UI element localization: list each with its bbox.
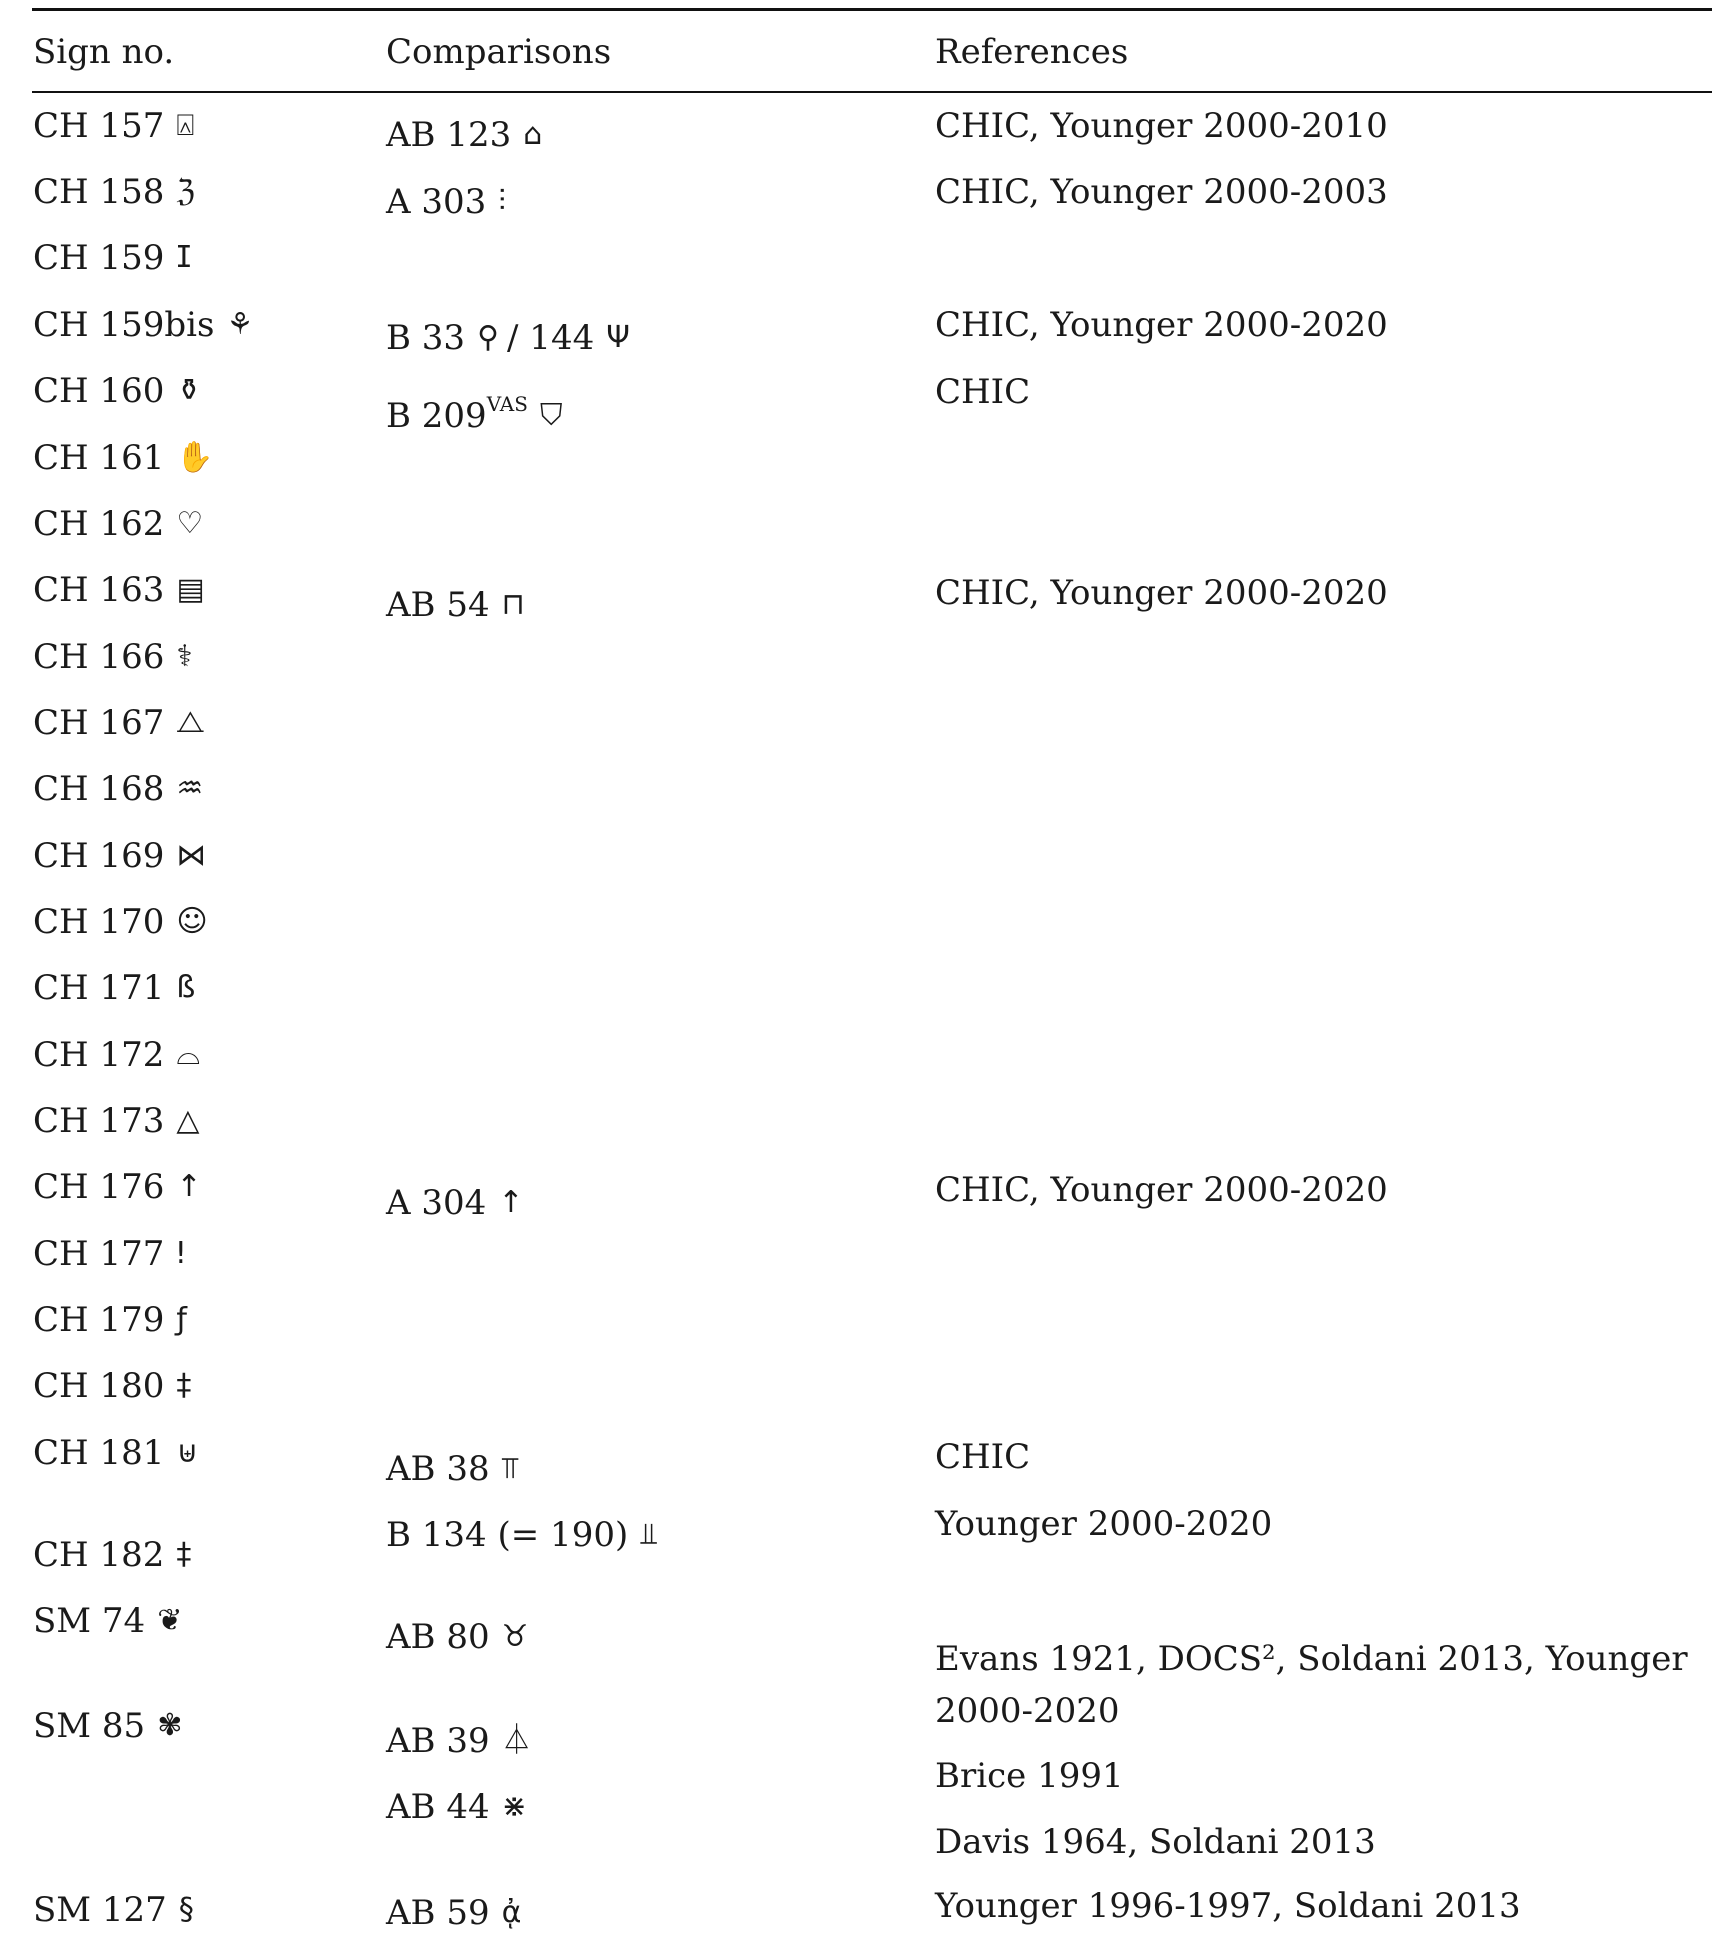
sign-cell: [33, 1234, 185, 1274]
comparison-cell: [386, 318, 630, 358]
sign-cell: [33, 305, 253, 345]
sign-glyph-icon: ❦: [157, 1603, 183, 1638]
sign-glyph-icon: ‡: [176, 1368, 192, 1403]
references-cell: CHIC, Younger 2000-2020: [935, 1170, 1388, 1210]
sign-glyph-icon: △: [176, 1103, 200, 1138]
comparison-cell: [386, 1893, 521, 1933]
sign-cell: [33, 1101, 199, 1141]
sign-number: CH 160: [33, 371, 165, 411]
header-sign-no: Sign no.: [33, 32, 175, 72]
sign-glyph-icon: ⋈: [176, 838, 207, 873]
sign-cell: [33, 637, 193, 677]
sign-cell: [33, 836, 206, 876]
comparison-sign: B 33: [386, 318, 466, 358]
sign-number: CH 169: [33, 836, 165, 876]
comparison-sign: AB 123: [386, 115, 512, 155]
sign-glyph-icon: ⊎: [176, 1435, 199, 1470]
comparison-cell: [386, 1721, 532, 1761]
sign-number: CH 176: [33, 1167, 165, 1207]
sign-glyph-icon: ß: [176, 970, 196, 1005]
sign-number: CH 166: [33, 637, 165, 677]
comparison-cell: [386, 1787, 527, 1827]
comparison-sign: AB 54: [386, 585, 490, 625]
references-cell: CHIC, Younger 2000-2003: [935, 172, 1388, 212]
sign-cell: [33, 902, 208, 942]
sign-cell: [33, 504, 203, 544]
comparison-cell: [386, 115, 542, 155]
sign-number: CH 163: [33, 570, 165, 610]
sign-cell: [33, 1167, 202, 1207]
references-cell: Younger 1996-1997, Soldani 2013: [935, 1886, 1521, 1926]
sign-cell: [33, 703, 204, 743]
sign-cell: [33, 570, 205, 610]
comparison-cell: [386, 182, 506, 222]
comparison-cell: [386, 1515, 657, 1555]
sign-glyph-icon: ✾: [157, 1708, 183, 1743]
table-top-rule: [32, 8, 1712, 11]
sign-number: CH 159bis: [33, 305, 215, 345]
header-comparisons: Comparisons: [386, 32, 612, 72]
sign-number: CH 159: [33, 238, 165, 278]
comparison-sign: AB 80: [386, 1617, 490, 1657]
sign-cell: [33, 1366, 191, 1406]
comparison-glyph-icon: ↑: [498, 1185, 524, 1220]
sign-glyph-icon: ⚕: [176, 639, 193, 674]
sign-glyph-icon: ☺: [176, 904, 208, 939]
comparison-sign: AB 44: [386, 1787, 490, 1827]
comparison-cell: [386, 585, 525, 625]
comparison-sign: AB 59: [386, 1893, 490, 1933]
sign-number: CH 173: [33, 1101, 165, 1141]
sign-number: CH 172: [33, 1035, 165, 1075]
comparison-alt-sign: / 144: [507, 318, 595, 358]
sign-glyph-icon: §: [178, 1892, 194, 1927]
comparison-sign: B 209: [386, 396, 487, 436]
comparison-glyph-icon: ⋇: [501, 1789, 527, 1824]
comparison-glyph-icon: ⫶: [498, 184, 506, 219]
sign-number: CH 177: [33, 1234, 165, 1274]
sign-glyph-icon: ⧍: [176, 705, 205, 740]
comparison-superscript: VAS: [486, 392, 528, 416]
comparison-cell: [386, 1183, 523, 1223]
comparison-glyph-icon: ᾀ: [501, 1895, 522, 1930]
sign-glyph-icon: ⚱: [176, 373, 202, 408]
comparison-sign: AB 38: [386, 1449, 490, 1489]
sign-cell: [33, 769, 203, 809]
header-references: References: [935, 32, 1129, 72]
references-cell: Younger 2000-2020: [935, 1504, 1273, 1544]
sign-glyph-icon: ↑: [176, 1169, 202, 1204]
comparison-cell: [386, 1617, 529, 1657]
sign-number: CH 168: [33, 769, 165, 809]
sign-glyph-icon: ⍓: [176, 108, 195, 143]
sign-glyph-icon: ‡: [176, 1537, 192, 1572]
sign-number: CH 180: [33, 1366, 165, 1406]
references-cell: Davis 1964, Soldani 2013: [935, 1822, 1376, 1862]
comparison-cell: [386, 384, 562, 436]
sign-number: CH 162: [33, 504, 165, 544]
comparison-glyph-icon: ⊓: [501, 587, 526, 622]
sign-cell: [33, 238, 191, 278]
sign-cell: [33, 172, 195, 212]
sign-cell: [33, 1535, 191, 1575]
sign-number: CH 170: [33, 902, 165, 942]
references-cell: Brice 1991: [935, 1756, 1124, 1796]
comparison-glyph-icon: ⫪: [501, 1451, 519, 1486]
references-cell: CHIC, Younger 2000-2010: [935, 106, 1388, 146]
comparison-glyph-icon: ⏃: [501, 1723, 532, 1758]
comparison-sign: B 134 (= 190): [386, 1515, 629, 1555]
sign-cell: [33, 1300, 187, 1340]
sign-cell: [33, 438, 214, 478]
sign-number: CH 157: [33, 106, 165, 146]
comparison-glyph-icon: ⌂: [523, 117, 543, 152]
sign-number: CH 158: [33, 172, 165, 212]
comparison-glyph-icon: ♉: [501, 1619, 529, 1654]
comparison-glyph-icon: ⛉: [539, 398, 563, 433]
sign-number: CH 182: [33, 1535, 165, 1575]
sign-cell: [33, 106, 194, 146]
sign-number: CH 161: [33, 438, 165, 478]
references-cell: CHIC, Younger 2000-2020: [935, 573, 1388, 613]
sign-cell: [33, 1601, 182, 1641]
sign-glyph-icon: ♒: [176, 771, 204, 806]
sign-number: CH 171: [33, 968, 165, 1008]
sign-number: SM 85: [33, 1706, 146, 1746]
references-cell: CHIC, Younger 2000-2020: [935, 305, 1388, 345]
sign-glyph-icon: ✋: [176, 440, 214, 475]
sign-glyph-icon: ƒ: [176, 1302, 187, 1337]
comparison-sign: AB 39: [386, 1721, 490, 1761]
comparison-glyph-icon: ⚲: [477, 320, 500, 355]
sign-cell: [33, 1706, 182, 1746]
comparison-sign: A 304: [386, 1183, 487, 1223]
sign-cell: [33, 968, 195, 1008]
comparison-cell: [386, 1449, 519, 1489]
comparison-sign: A 303: [386, 182, 487, 222]
comparison-glyph-icon: ⫫: [640, 1517, 658, 1552]
references-cell: Evans 1921, DOCS², Soldani 2013, Younger 2000-2020: [935, 1639, 1688, 1731]
sign-cell: [33, 1035, 200, 1075]
references-cell: CHIC: [935, 372, 1031, 412]
references-cell: CHIC: [935, 1437, 1031, 1477]
sign-glyph-icon: ▤: [176, 572, 205, 607]
sign-cell: [33, 1890, 194, 1930]
comparison-alt-glyph-icon: Ψ: [606, 320, 630, 355]
sign-glyph-icon: ǃ: [176, 1236, 186, 1271]
sign-glyph-icon: ℨ: [176, 174, 195, 209]
sign-number: CH 167: [33, 703, 165, 743]
sign-glyph-icon: ♡: [176, 506, 204, 541]
sign-glyph-icon: ⌓: [176, 1037, 201, 1072]
sign-number: CH 181: [33, 1433, 165, 1473]
sign-number: SM 74: [33, 1601, 146, 1641]
sign-cell: [33, 371, 202, 411]
sign-number: SM 127: [33, 1890, 167, 1930]
sign-cell: [33, 1433, 198, 1473]
sign-glyph-icon: ⚘: [226, 307, 254, 342]
sign-glyph-icon: ⵊ: [176, 240, 192, 275]
table-header-rule: [32, 91, 1712, 93]
sign-number: CH 179: [33, 1300, 165, 1340]
